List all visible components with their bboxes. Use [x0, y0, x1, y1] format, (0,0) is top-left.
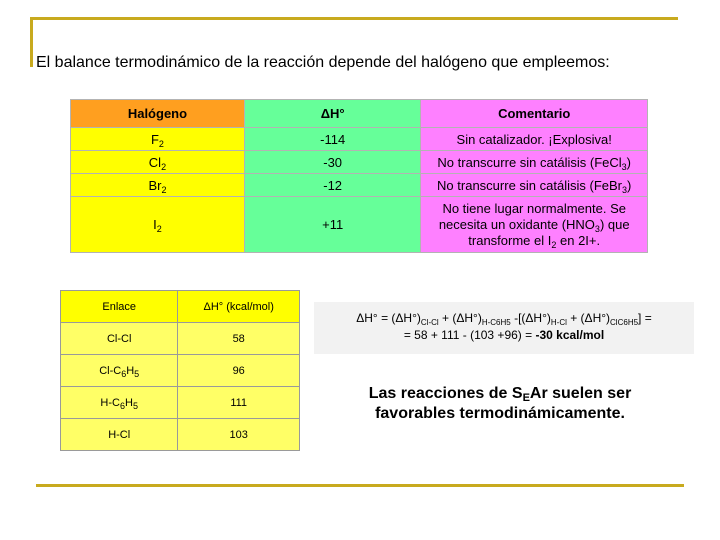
- bond-value-cell: 96: [178, 355, 300, 387]
- table-header-row: [61, 291, 300, 323]
- comment-cell: No tiene lugar normalmente. Se necesita un oxidante $(HNO_3)$ que transforme el $I_2$ en 2I+.: [421, 197, 648, 253]
- left-rule: [30, 17, 33, 67]
- header-comment: Comentario: [421, 100, 648, 128]
- table-row: [71, 151, 648, 174]
- table-row: [61, 323, 300, 355]
- header-halogen: Halógeno: [71, 100, 245, 128]
- dh-cell: -12: [244, 174, 421, 197]
- bond-value-cell: 58: [178, 323, 300, 355]
- header-bond: Enlace: [61, 291, 178, 323]
- calculation-result: -30 kcal/mol: [535, 328, 605, 342]
- conclusion-text: Las reacciones de $S_EAr$ suelen ser favorables termodinámicamente.: [368, 385, 632, 422]
- bond-cell: Cl-Cl: [61, 323, 178, 355]
- comment-cell: No transcurre sin catálisis (FeBr$_3$): [421, 174, 648, 197]
- table-row: [71, 128, 648, 151]
- halogen-cell: $F_2$: [71, 128, 245, 151]
- dh-cell: -114: [244, 128, 421, 151]
- table-row: [61, 387, 300, 419]
- dh-cell: -30: [244, 151, 421, 174]
- halogen-cell: $Cl_2$: [71, 151, 245, 174]
- enthalpy-calculation: [314, 302, 694, 354]
- halogen-cell: $Br_2$: [71, 174, 245, 197]
- bond-cell: H-Cl: [61, 419, 178, 451]
- bond-cell: $Cl-C_6H_5$: [61, 355, 178, 387]
- bond-energy-table: [60, 290, 300, 451]
- header-bond-dh: ΔH° (kcal/mol): [178, 291, 300, 323]
- bond-value-cell: 103: [178, 419, 300, 451]
- table-row: [71, 197, 648, 253]
- top-rule: [30, 17, 678, 20]
- calculation-line-2: = 58 + 111 - (103 +96) = -30 kcal/mol: [403, 328, 605, 342]
- comment-cell: No transcurre sin catálisis (FeCl$_3$): [421, 151, 648, 174]
- header-dh: ΔH°: [244, 100, 421, 128]
- halogen-table: [70, 99, 648, 253]
- table-row: [61, 419, 300, 451]
- table-row: [61, 355, 300, 387]
- bottom-rule: [36, 484, 684, 487]
- halogen-cell: $I_2$: [71, 197, 245, 253]
- slide-title: El balance termodinámico de la reacción depende del halógeno que empleemos:: [36, 54, 610, 71]
- dh-cell: +11: [244, 197, 421, 253]
- bond-cell: $H-C_6H_5$: [61, 387, 178, 419]
- calculation-line-1: $\Delta H^\circ = (\Delta H^\circ)_{Cl-Cl} + (\Delta H^\circ)_{H-C6H5}$ $-[(\Delta H^\circ)_{H-Cl} + (\Delta H^\circ)_{ClC6H5}]$ =: [356, 311, 652, 327]
- table-row: [71, 174, 648, 197]
- comment-cell: Sin catalizador. ¡Explosiva!: [421, 128, 648, 151]
- table-header-row: [71, 100, 648, 128]
- bond-value-cell: 111: [178, 387, 300, 419]
